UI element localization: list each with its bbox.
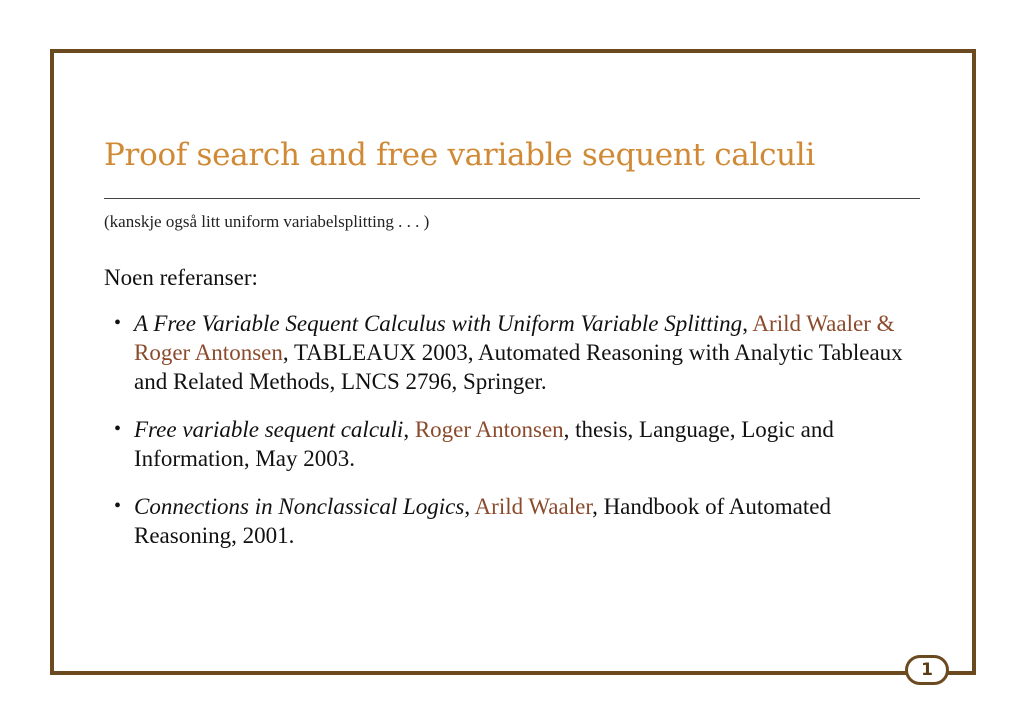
- reference-item: [114, 309, 934, 396]
- reference-authors: Arild Waaler & Roger Antonsen: [134, 311, 895, 365]
- reference-list: [114, 309, 934, 569]
- reference-authors: Roger Antonsen: [414, 417, 564, 442]
- title-divider: [104, 198, 920, 199]
- reference-details: , TABLEAUX 2003, Automated Reasoning with Analytic Tableaux and Related Methods, LNCS 2796, Springer.: [134, 340, 903, 394]
- reference-details: , Handbook of Automated Reasoning, 2001.: [134, 494, 831, 548]
- comma-separator: ,: [403, 417, 415, 442]
- comma-separator: ,: [464, 494, 475, 519]
- slide-title: Proof search and free variable sequent calculi: [104, 137, 816, 173]
- reference-title: A Free Variable Sequent Calculus with Uniform Variable Splitting: [134, 311, 743, 336]
- reference-title: Free variable sequent calculi: [134, 417, 404, 442]
- reference-item: [114, 415, 934, 473]
- reference-item: [114, 492, 934, 550]
- slide-frame: [50, 49, 976, 675]
- bullet-icon: •: [114, 312, 122, 334]
- slide-subtitle: (kanskje også litt uniform variabelsplitting . . . ): [104, 212, 430, 231]
- comma-separator: ,: [742, 311, 753, 336]
- bullet-icon: •: [114, 495, 122, 517]
- page-number-badge: 1: [905, 655, 949, 685]
- bullet-icon: •: [114, 418, 122, 440]
- references-heading: Noen referanser:: [104, 265, 258, 290]
- reference-details: , thesis, Language, Logic and Information, May 2003.: [134, 417, 834, 471]
- reference-authors: Arild Waaler: [474, 494, 593, 519]
- reference-title: Connections in Nonclassical Logics: [134, 494, 465, 519]
